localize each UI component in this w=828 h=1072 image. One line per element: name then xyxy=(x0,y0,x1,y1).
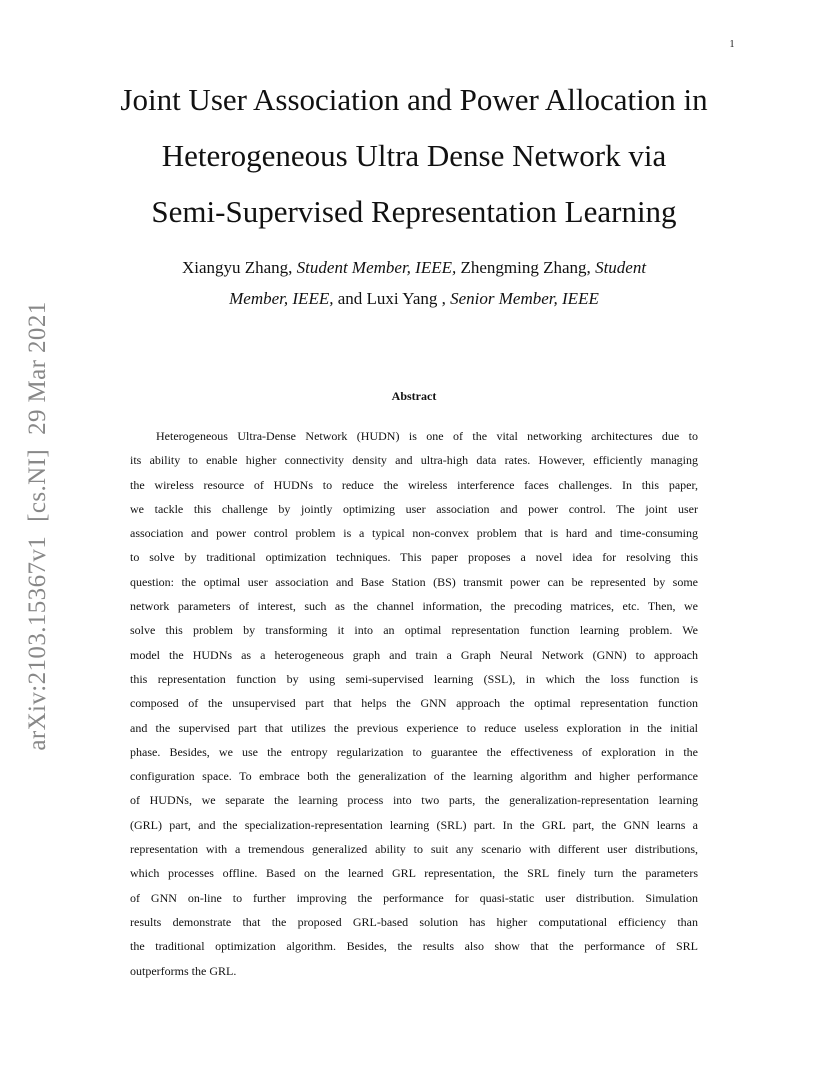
author-line-2 xyxy=(90,283,738,314)
author-affiliation: Member, IEEE, xyxy=(229,289,334,308)
abstract-line: which processes offline. Based on the learned GRL representation, the SRL finely turn the parameters xyxy=(130,866,698,881)
abstract-line: model the HUDNs as a heterogeneous graph and train a Graph Neural Network (GNN) to approach xyxy=(130,647,698,662)
abstract-line: this representation function by using semi-supervised learning (SSL), in which the loss function is xyxy=(130,671,698,686)
abstract-line: the traditional optimization algorithm. Besides, the results also show that the performance of SRL xyxy=(130,939,698,954)
abstract-line: phase. Besides, we use the entropy regularization to guarantee the effectiveness of exploration in the xyxy=(130,744,698,759)
abstract-heading: Abstract xyxy=(391,389,437,403)
arxiv-id: arXiv:2103.15367v1 xyxy=(24,535,51,751)
abstract-line: composed of the unsupervised part that helps the GNN approach the optimal representation function xyxy=(130,696,698,711)
arxiv-category: [cs.NI] xyxy=(24,448,51,522)
abstract-line: we tackle this challenge by jointly optimizing user association and power control. The joint user xyxy=(130,501,698,516)
arxiv-identifier-stamp xyxy=(24,301,52,750)
abstract-line: the wireless resource of HUDNs to reduce the wireless interference faces challenges. In this paper, xyxy=(130,477,698,492)
abstract-line: and the supervised part that utilizes the previous experience to reduce useless exploration in the initial xyxy=(130,720,698,735)
author-list xyxy=(90,252,738,314)
abstract-line: solve this problem by transforming it into an optimal representation function learning problem. We xyxy=(130,623,698,638)
title-line: Joint User Association and Power Allocation in xyxy=(120,82,708,117)
author-name: and Luxi Yang , xyxy=(337,289,446,308)
arxiv-date: 29 Mar 2021 xyxy=(24,301,51,435)
abstract-line: representation with a tremendous generalized ability to suit any scenario with different user distributions, xyxy=(130,842,698,857)
abstract-line: to solve by traditional optimization techniques. This paper proposes a novel idea for resolving this xyxy=(130,550,698,565)
page-number: 1 xyxy=(729,39,735,50)
title-line: Semi-Supervised Representation Learning xyxy=(151,194,677,229)
author-name: Xiangyu Zhang, xyxy=(181,258,293,277)
abstract-line: (GRL) part, and the specialization-representation learning (SRL) part. In the GRL part, the GNN learns a xyxy=(130,817,698,832)
paper-title xyxy=(60,72,768,240)
abstract-line: of HUDNs, we separate the learning process into two parts, the generalization-representation learning xyxy=(130,793,698,808)
abstract-line: configuration space. To embrace both the generalization of the learning algorithm and higher performance xyxy=(130,769,698,784)
abstract-line: its ability to enable higher connectivity density and ultra-high data rates. However, efficiently managing xyxy=(130,453,698,468)
author-line-1 xyxy=(90,252,738,283)
abstract-line: network parameters of interest, such as the channel information, the precoding matrices, etc. Then, we xyxy=(130,599,698,614)
abstract-line: Heterogeneous Ultra-Dense Network (HUDN) is one of the vital networking architectures due to xyxy=(156,429,698,443)
author-affiliation: Senior Member, IEEE xyxy=(450,289,599,308)
abstract-text xyxy=(130,424,698,983)
author-affiliation: Student xyxy=(595,258,647,277)
title-line: Heterogeneous Ultra Dense Network via xyxy=(161,138,667,173)
abstract-line: association and power control problem is a typical non-convex problem that is hard and time-consuming xyxy=(130,526,698,541)
abstract-line: question: the optimal user association and Base Station (BS) transmit power can be represented by some xyxy=(130,574,698,589)
abstract-line: of GNN on-line to further improving the performance for quasi-static user distribution. Simulation xyxy=(130,890,698,905)
author-affiliation: Student Member, IEEE, xyxy=(296,258,457,277)
abstract-line: outperforms the GRL. xyxy=(130,963,237,978)
abstract-line: results demonstrate that the proposed GRL-based solution has higher computational efficiency than xyxy=(130,914,698,929)
author-name: Zhengming Zhang, xyxy=(460,258,591,277)
